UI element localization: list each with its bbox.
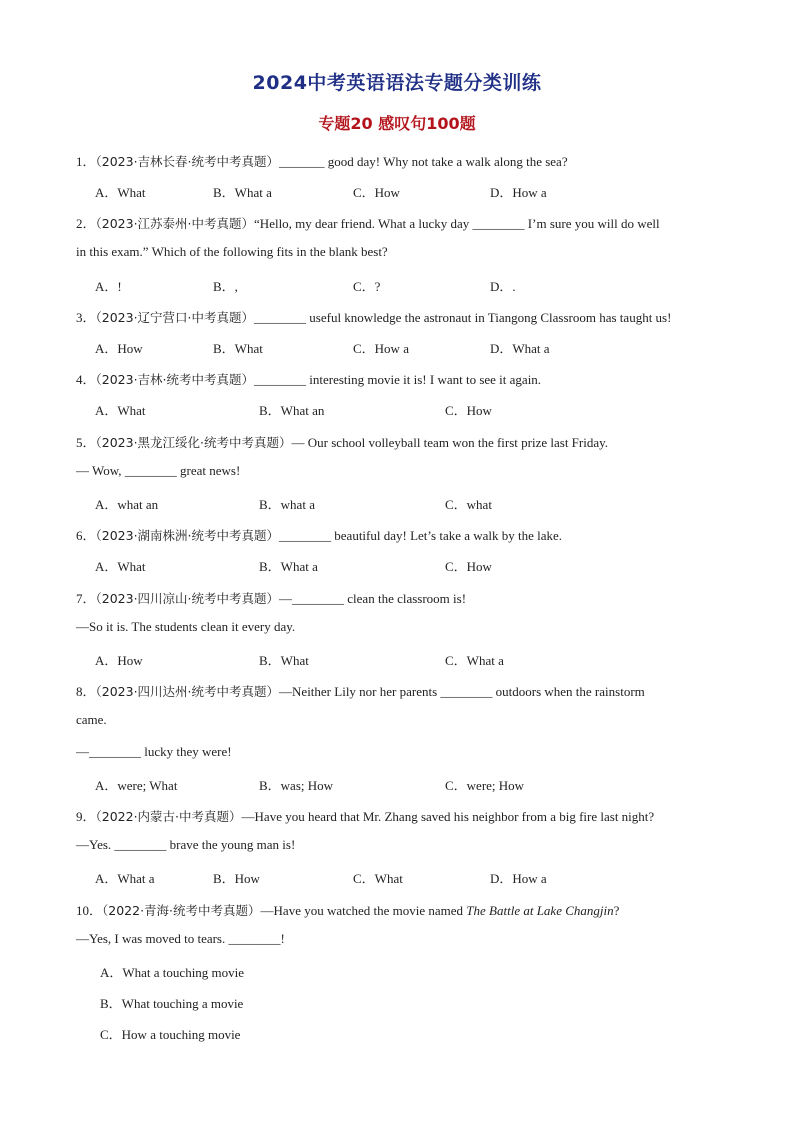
question-number: 10． [76,903,103,918]
question-number: 8． [76,684,96,699]
question-8 [76,681,724,700]
question-source: （2023·四川达州·统考中考真题） [95,684,280,699]
question-source: （2023·吉林长春·统考中考真题） [95,154,280,169]
option-a: A．What [95,559,146,574]
option-b: B．How [213,871,260,886]
question-text: —Neither Lily nor her parents ________ outdoors when the rainstorm [279,684,645,699]
question-text: —________ clean the classroom is! [279,591,467,606]
option-b: B．What [213,341,263,356]
question-4 [76,369,724,388]
question-number: 2． [76,216,96,231]
question-source: （2023·四川凉山·统考中考真题） [95,591,280,606]
question-source: （2023·江苏泰州·中考真题） [95,216,255,231]
option-a: A．What a [95,871,155,886]
option-a: A．What a touching movie [100,965,245,980]
option-c: C．what [445,497,492,512]
question-text: — Our school volleyball team won the first prize last Friday. [291,435,609,450]
question-9 [76,806,724,825]
question-text: ________ useful knowledge the astronaut in Tiangong Classroom has taught us! [254,310,672,325]
question-text-continued: — Wow, ________ great news! [76,463,241,478]
option-c: C．What [353,871,403,886]
question-text: ________ interesting movie it is! I want to see it again. [254,372,542,387]
question-number: 4． [76,372,96,387]
option-d: D．What a [490,341,550,356]
question-text-continued: —Yes. ________ brave the young man is! [76,837,296,852]
movie-title: The Battle at Lake Changjin [466,903,614,918]
question-source: （2023·吉林·统考中考真题） [95,372,255,387]
question-text-continued: came. [76,712,107,727]
question-5 [76,432,724,451]
option-c: C．What a [445,653,504,668]
option-d: D．How a [490,871,547,886]
question-source: （2023·辽宁营口·中考真题） [95,310,255,325]
option-b: B．What a [259,559,318,574]
question-source: （2022·内蒙古·中考真题） [95,809,242,824]
question-10 [76,900,724,919]
page-title: 2024中考英语语法专题分类训练 [252,72,542,94]
option-c: C．? [353,279,381,294]
option-a: A．what an [95,497,159,512]
option-c: C．How [353,185,400,200]
question-3 [76,307,724,326]
question-text: —Have you watched the movie named [260,903,467,918]
question-text-continued: —________ lucky they were! [76,744,232,759]
page-subtitle: 专题20 感叹句100题 [318,114,476,133]
question-source: （2023·黑龙江绥化·统考中考真题） [95,435,292,450]
option-d: D．How a [490,185,547,200]
question-number: 7． [76,591,96,606]
question-7 [76,588,724,607]
question-text: _______ good day! Why not take a walk along the sea? [279,154,568,169]
option-b: B．What an [259,403,325,418]
question-text: —Have you heard that Mr. Zhang saved his neighbor from a big fire last night? [241,809,655,824]
option-c: C．were; How [445,778,525,793]
question-1 [76,151,724,170]
question-number: 6． [76,528,96,543]
option-c: C．How a [353,341,409,356]
option-a: A．were; What [95,778,178,793]
option-b: B．what a [259,497,315,512]
option-c: C．How a touching movie [100,1027,241,1042]
option-a: A．What [95,403,146,418]
question-number: 3． [76,310,96,325]
option-b: B．What [259,653,309,668]
question-text: ________ beautiful day! Let’s take a walk by the lake. [279,528,563,543]
option-a: A．What [95,185,146,200]
question-source: （2023·湖南株洲·统考中考真题） [95,528,280,543]
question-6 [76,525,724,544]
question-text-end: ? [613,903,620,918]
option-c: C．How [445,559,492,574]
question-text-continued: —Yes, I was moved to tears. ________! [76,931,285,946]
option-a: A．How [95,653,143,668]
option-d: D．. [490,279,516,294]
option-b: B．What touching a movie [100,996,244,1011]
question-number: 5． [76,435,96,450]
option-a: A．! [95,279,122,294]
question-number: 9． [76,809,96,824]
question-text: “Hello, my dear friend. What a lucky day ________ I’m sure you will do well [254,216,660,231]
option-c: C．How [445,403,492,418]
question-number: 1． [76,154,96,169]
question-2 [76,213,724,232]
option-a: A．How [95,341,143,356]
option-b: B．What a [213,185,272,200]
question-text-continued: in this exam.” Which of the following fits in the blank best? [76,244,388,259]
option-b: B．was; How [259,778,334,793]
question-text-continued: —So it is. The students clean it every day. [76,619,296,634]
option-b: B．, [213,279,238,294]
question-source: （2022·青海·统考中考真题） [102,903,261,918]
